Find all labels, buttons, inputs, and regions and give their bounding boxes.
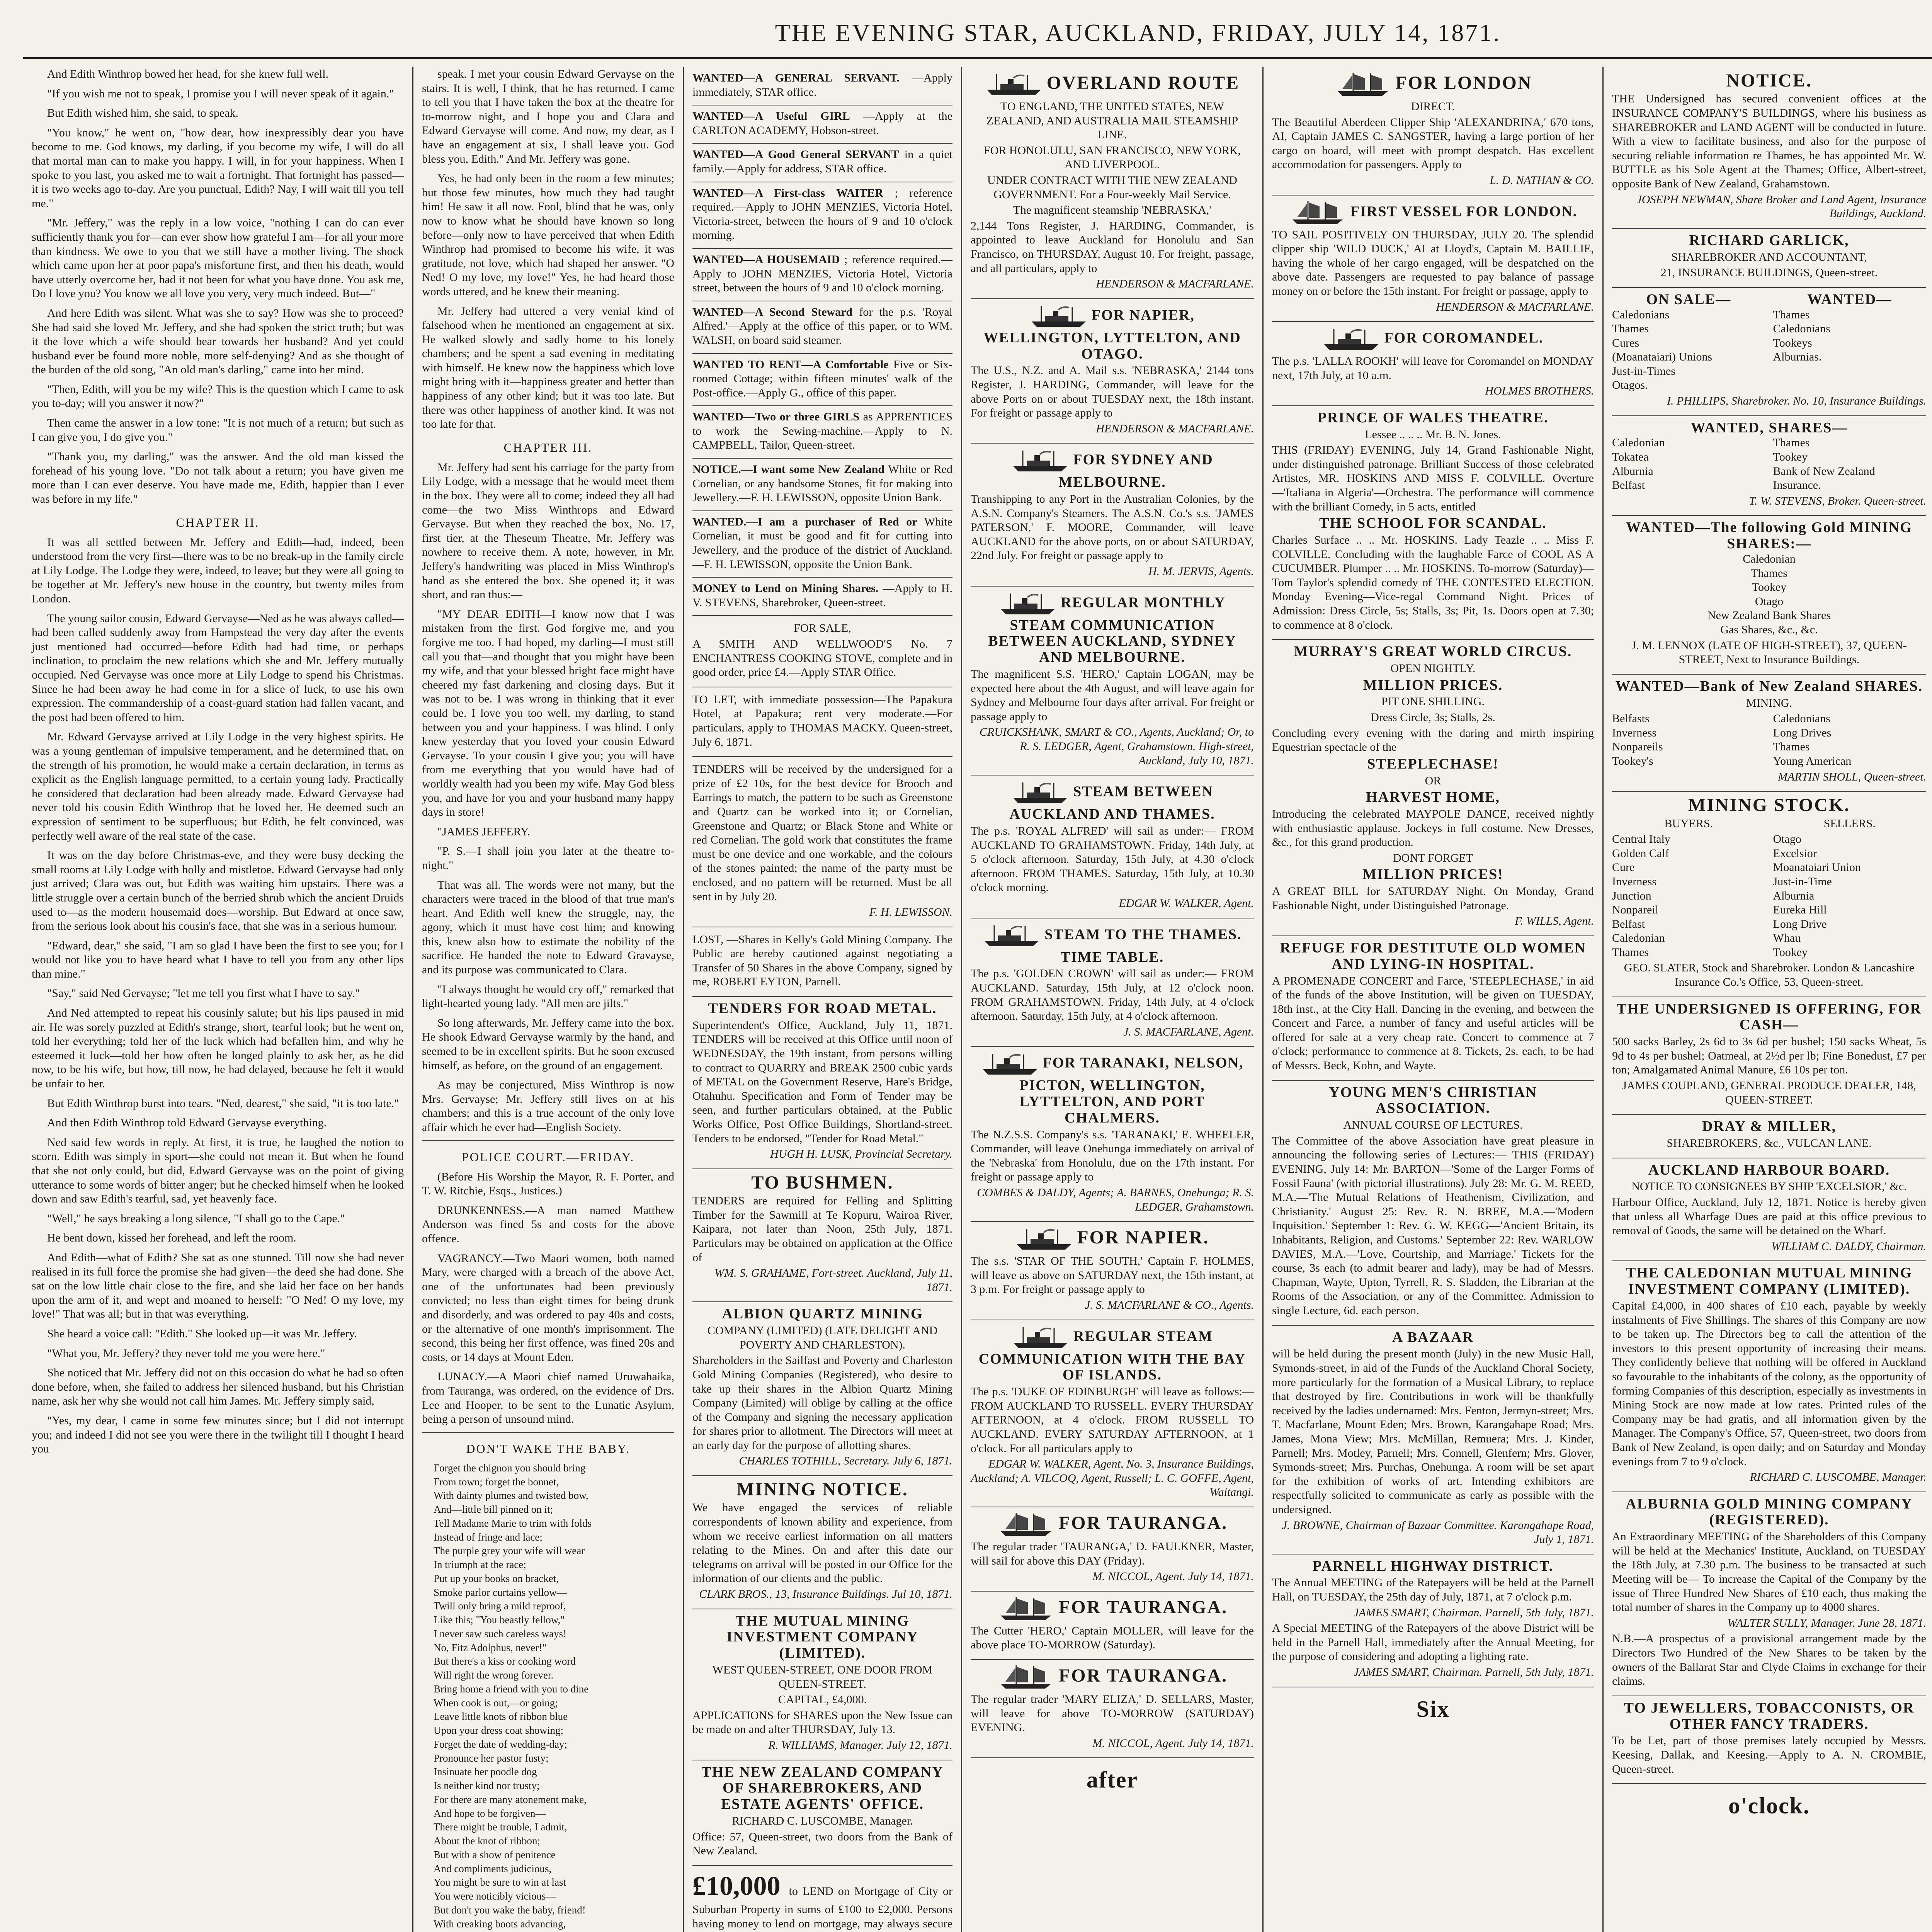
poem-line: But with a show of penitence: [434, 1849, 556, 1861]
list-item: Tookey's: [1612, 754, 1653, 767]
list-item: Golden Calf: [1612, 847, 1669, 860]
steamship-icon: [1015, 1226, 1073, 1253]
footer-word: o'clock.: [1728, 1793, 1810, 1819]
paragraph: And Edith Winthrop bowed her head, for she knew full well.: [47, 68, 329, 80]
footer-word: Six: [1416, 1696, 1450, 1722]
list-item: Thames: [1773, 740, 1810, 753]
list-item: Insurance.: [1773, 479, 1821, 492]
poem-line: Forget the date of wedding-day;: [434, 1738, 567, 1750]
divider: [422, 1432, 674, 1433]
mutual-mining-ad: THE MUTUAL MINING INVESTMENT COMPANY (LIMITED). WEST QUEEN-STREET, ONE DOOR FROM QUEEN-STREET. CAPITAL, £4,000. APPLICATIONS for SHARES upon the New Issue can be made on and after THURSDAY, July 13. R. WILLIAMS, Manager. July 12, 1871.: [692, 1609, 952, 1760]
sailing-ship-icon: [1289, 199, 1347, 226]
classified-ad-heading: MONEY to Lend on Mining Shares.: [692, 582, 879, 595]
classified-ad-body: —Apply immediately, STAR office.: [692, 71, 953, 99]
harbour-board-ad: AUCKLAND HARBOUR BOARD. NOTICE TO CONSIGNEES BY SHIP 'EXCELSIOR,' &c. Harbour Office, Auckland, July 12, 1871. Notice is hereby given that unless all Wharfage Dues are paid at this office previous to removal of Goods, the same will be detained on the Wharf. WILLIAM C. DALDY, Chairman.: [1612, 1158, 1926, 1262]
nz-company-ad: THE NEW ZEALAND COMPANY OF SHAREBROKERS, AND ESTATE AGENTS' OFFICE. RICHARD C. LUSCOMBE, Manager. Office: 57, Queen-street, two doors from the Bank of New Zealand.: [692, 1760, 952, 1866]
tauranga-ad-3: FOR TAURANGA. The regular trader 'MARY ELIZA,' D. SELLARS, Master, will leave for above TO-MORROW (SATURDAY) EVENING. M. NICCOL, Agent. July 14, 1871.: [971, 1660, 1254, 1758]
paragraph: DRUNKENNESS.—A man named Matthew Anderson was fined 5s and costs for the above offence.: [422, 1204, 674, 1245]
poem-line: But don't you wake the baby, friend!: [434, 1904, 586, 1916]
classified-ad-body: for the p.s. 'Royal Alfred.'—Apply at the office of this paper, or to WM. WALSH, on board said steamer.: [692, 305, 952, 347]
list-item: Otagos.: [1612, 379, 1648, 392]
masthead: THE EVENING STAR, AUCKLAND, FRIDAY, JULY 14, 1871.: [23, 15, 1932, 59]
mining-notice-ad: MINING NOTICE. We have engaged the services of reliable correspondents of known ability and experience, from whom we receive earliest information on all matters relating to the Mines. On and after this date our telegrams on arrival will be posted in our Office for the information of our clients and the public. CLARK BROS., 13, Insurance Buildings. Jul 10, 1871.: [692, 1476, 952, 1609]
paragraph: "JAMES JEFFERY.: [437, 825, 531, 838]
classified-ad-body: ; reference required.—Apply to JOHN MENZIES, Victoria Hotel, Victoria street, between the hours of 9 and 10 o'clock morning.: [692, 253, 952, 294]
phillips-ad: ON SALE— Caledonians Thames Cures (Moanataiari) Unions Just-in-Times Otagos. WANTED— Thames Caledonians Tookeys Alburnias. I. PHILLIPS, Sharebroker. No. 10, Insurance Buildings.: [1612, 288, 1926, 416]
classified-ad: [692, 459, 952, 511]
classified-ad-body: White Cornelian, it must be good and fit for cutting into Jewellery, and the produce of the district of Auckland.—F. H. LEWISSON, opposite the Union Bank.: [692, 515, 952, 571]
paragraph: "Thank you, my darling," was the answer. And the old man kissed the forehead of his young love. "Do not talk about a return; you have given me more than I can ever deserve. You have made me, Edith, happier than I ever was before in my life.": [32, 450, 404, 506]
paragraph: "What you, Mr. Jeffery? they never told me you were here.": [47, 1347, 325, 1360]
steamship-icon: [1030, 303, 1088, 330]
poem-line: Tell Madame Marie to trim with folds: [434, 1517, 592, 1529]
bushmen-ad: TO BUSHMEN. TENDERS are required for Felling and Splitting Timber for the Sawmill at Te Kopuru, Wairoa River, Kaipara, not later than Noon, 25th July, 1871. Particulars may be obtained on application at the Office of WM. S. GRAHAME, Fort-street. Auckland, July 11, 1871.: [692, 1169, 952, 1303]
poem-line: There might be trouble, I admit,: [434, 1821, 567, 1833]
poem-line: And compliments judicious,: [434, 1862, 552, 1874]
classified-ad-heading: WANTED—A HOUSEMAID: [692, 253, 840, 266]
classified-ad: [692, 144, 952, 182]
poem-line: I never saw such careless ways!: [434, 1628, 567, 1639]
list-item: Tookey: [1773, 946, 1808, 959]
story-text: [32, 67, 404, 507]
poem-line: Like this; "You beastly fellow,": [434, 1614, 565, 1626]
buyers-list: [1612, 832, 1765, 959]
sailing-ship-icon: [997, 1511, 1055, 1538]
classified-ad-body: in a quiet family.—Apply for address, STAR office.: [692, 148, 953, 175]
story-text-cont: [422, 67, 674, 432]
paragraph: And Ned attempted to repeat his cousinly salute; but his lips paused in mid air. He was sorely puzzled at Edith's strange, short, tearful look; but he went on, told her everything; told her of the luck which had befallen him, and why he esteemed it luck—told her how often he longed plainly to ask her, as he did now, to be his wife, but how, till now, he had delayed, because he felt it would be unfair to her.: [32, 1007, 404, 1090]
classified-ad-heading: NOTICE.—I want some New Zealand: [692, 463, 885, 476]
loan-amount: £10,000: [692, 1871, 781, 1901]
list-item: Caledonians: [1773, 322, 1830, 335]
column-6-sharebrokers: [1604, 67, 1932, 1932]
list-item: New Zealand Bank Shares: [1707, 609, 1831, 622]
paragraph: speak. I met your cousin Edward Gervayse on the stairs. It is well, I think, that he has returned. I came to tell you that I have taken the box at the theatre for to-morrow night, and I hope you and Clara and Edward Gervayse will come. And now, my dear, as I have an engagement at six, I shall leave you. God bless you, Edith." And Mr. Jeffery was gone.: [422, 68, 674, 165]
sellers-list: [1773, 832, 1927, 959]
poem-line: Instead of fringe and lace;: [434, 1531, 543, 1543]
dray-miller-ad: DRAY & MILLER, SHAREBROKERS, &c., VULCAN LANE.: [1612, 1115, 1926, 1158]
paragraph: Then came the answer in a low tone: "It is not much of a return; but such as I can give you, I do give you.": [32, 417, 404, 444]
wanted-ads: [692, 67, 952, 616]
poem-line: For there are many atonement make,: [434, 1793, 587, 1805]
paragraph: Yes, he had only been in the room a few minutes; but those few minutes, how much they had taught him! He saw it all now. Fool, blind that he was, only now to know what he should have known so long before—only now to have perceived that when Edith Winthrop had promised to become his wife, it was gratitude, not love, which had shaped her answer. "O Ned! O my love, my love!" Yes, he had heard those words uttered, and he knew their meaning.: [422, 172, 674, 298]
classified-ad-heading: WANTED—A First-class WAITER: [692, 186, 883, 199]
poem: [422, 1462, 674, 1932]
paragraph: "Mr. Jeffery," was the reply in a low voice, "nothing I can do can ever sufficiently thank you for—can ever show how grateful I am—for all your more than kindness. We owe to you that we still have a mother living. The shock which came upon her at poor papa's misfortune first, and then his death, would have utterly overcome her, had it not been for what you have done. You ask me, Do I love you? You know we all love you very, very much indeed. But—": [32, 216, 404, 300]
poem-line: When cook is out,—or going;: [434, 1697, 558, 1709]
alburnia-ad: ALBURNIA GOLD MINING COMPANY (REGISTERED). An Extraordinary MEETING of the Shareholders of this Company will be held at the Mechanics' Institute, Auckland, on TUESDAY the 18th July, at 7.30 p.m. The business to be transacted at such Meeting will be— To increase the Capital of the Company by the issue of Three Hundred New Shares of £10 each, thus making the total number of shares in the Company up to 4000 shares. WALTER SULLY, Manager. June 28, 1871. N.B.—A prospectus of a provisional arrangement made by the Directors Two Hundred of the New Shares to be taken by the owners of the Ballarat Star and Clyde Claims in exchange for their claims.: [1612, 1492, 1926, 1696]
steamship-icon: [981, 1051, 1039, 1078]
column-2-story: [413, 67, 684, 1932]
list-item: Caledonians: [1612, 308, 1670, 321]
classified-ad: [692, 249, 952, 301]
poem-line: The purple grey your wife will wear: [434, 1545, 585, 1557]
list-item: Inverness: [1612, 875, 1656, 888]
list-item: Bank of New Zealand: [1773, 464, 1875, 478]
paragraph: (Before His Worship the Mayor, R. F. Porter, and T. W. Ritchie, Esqs., Justices.): [422, 1170, 674, 1197]
classified-ad-heading: WANTED—A GENERAL SERVANT.: [692, 71, 900, 84]
steamship-icon: [1012, 1324, 1070, 1351]
list-item: Just-in-Times: [1612, 364, 1675, 378]
list-item: Tookeys: [1773, 336, 1812, 349]
steamship-icon: [985, 71, 1043, 98]
garlick-ad: RICHARD GARLICK, SHAREBROKER AND ACCOUNTANT, 21, INSURANCE BUILDINGS, Queen-street.: [1612, 229, 1926, 288]
classified-ad-heading: WANTED TO RENT—A Comfortable: [692, 358, 889, 371]
paragraph: "Say," said Ned Gervayse; "let me tell you first what I have to say.": [47, 987, 360, 1000]
column-1-story: [23, 67, 413, 1932]
list-item: Eureka Hill: [1773, 903, 1827, 917]
poem-line: From town; forget the bonnet,: [434, 1476, 559, 1488]
paragraph: It was on the day before Christmas-eve, and they were busy decking the small rooms at Lily Lodge with holly and mistletoe. Edward Gervayse had only just arrived; Clara was out, but Edith was waiting him upstairs. There was a little struggle over a certain bunch of the berried shrub which the ancient Druids used to—as the modern housemaid does—worship. But Edward at once saw, from the serious look about his cousin's face, that she was in a serious humour.: [32, 849, 404, 933]
classified-ad: [692, 67, 952, 105]
column-5-shipping-entertainment: [1264, 67, 1604, 1932]
list-item: Cure: [1612, 861, 1635, 874]
classified-ad-body: as APPRENTICES to work the Sewing-machine.—Apply to N. CAMPBELL, Tailor, Queen-street.: [692, 410, 952, 452]
poem-line: Twill only bring a mild reproof,: [434, 1600, 566, 1612]
classified-ad-body: —Apply at the CARLTON ACADEMY, Hobson-street.: [692, 110, 952, 137]
poem-line: Insinuate her poodle dog: [434, 1766, 537, 1778]
paragraph: And here Edith was silent. What was she to say? How was she to proceed? She had said she loved Mr. Jeffery, and she had spoken the strict truth; but was it the love which a wife should bear towards her husband? And yet could husband ever be found more noble, more self-denying? And as she thought of the burden of the old song, "An old man's darling," came into her mind.: [32, 306, 404, 376]
steamship-icon: [1011, 779, 1069, 806]
footer-word: after: [1086, 1767, 1138, 1793]
steamship-icon: [1322, 326, 1380, 353]
list-item: Caledonian: [1612, 436, 1665, 449]
sholl-ad: WANTED—Bank of New Zealand SHARES. MINING. Belfasts Inverness Nonpareils Tookey's Caledonians Long Drives Thames Young American MARTIN SHOLL, Queen-street.: [1612, 675, 1926, 792]
list-item: Cures: [1612, 336, 1639, 349]
list-item: Long Drive: [1773, 917, 1827, 930]
list-item: Tokatea: [1612, 451, 1649, 464]
list-item: Otago: [1773, 833, 1801, 846]
classified-ad-body: —Apply to H. V. STEVENS, Sharebroker, Queen-street.: [692, 582, 953, 609]
paragraph: The young sailor cousin, Edward Gervayse—Ned as he was always called—had been called suddenly away from Hampstead the very day after the events just mentioned had occurred—before Edith had had time, or perhaps inclination, to proclaim the new relations which she and Mr. Jeffery mutually occupied. Ned Gervayse was once more at Lily Lodge to spend his Christmas. Since he had been away he had come in for a slice of luck, to use his own expression. The commandership of a coast-guard station had fallen vacant, and the post had been offered to him.: [32, 612, 404, 724]
story-text-chapter-2: [32, 536, 404, 1456]
list-item: Junction: [1612, 889, 1651, 902]
list-item: Belfasts: [1612, 712, 1650, 725]
list-item: Belfast: [1612, 917, 1645, 930]
paragraph: "Edward, dear," she said, "I am so glad I have been the first to see you; for I would not like you to have heard what I have to tell you from any other lips than mine.": [32, 939, 404, 980]
for-sale-ad: FOR SALE, A SMITH AND WELLWOOD'S No. 7 ENCHANTRESS COOKING STOVE, complete and in good order, price £4.—Apply STAR Office.: [692, 616, 952, 687]
on-sale-list: [1612, 308, 1765, 393]
paragraph: "Well," he says breaking a long silence, "I shall go to the Cape.": [47, 1212, 345, 1225]
classified-ad: [692, 511, 952, 578]
london-direct-ad: FOR LONDON DIRECT. The Beautiful Aberdeen Clipper Ship 'ALEXANDRINA,' 670 tons, AI, Captain JAMES C. SANGSTER, having a large portion of her cargo on board, will meet with prompt despatch. Has excellent accommodation for passengers. Apply to L. D. NATHAN & CO.: [1272, 67, 1594, 196]
paragraph: "P. S.—I shall join you later at the theatre to-night.": [422, 845, 674, 872]
loan-ad: £10,000 to LEND on Mortgage of City or Suburban Property in sums of £100 to £2,000. Persons having money to lend on mortgage, may always secure: [692, 1866, 952, 1932]
shares-list-right: [1773, 712, 1927, 768]
sailing-ship-icon: [997, 1664, 1055, 1691]
paragraph: "Then, Edith, will you be my wife? This is the question which I came to ask you to-day; will you answer it now?": [32, 383, 404, 410]
paragraph: "MY DEAR EDITH—I know now that I was mistaken from the first. God forgive me, and you forgive me too. I had hoped, my darling—I must still call you that—and thought that you might have been my wife, and that your blessed bright face might have cheered my fast darkening and closing days. But it was not to be. I was wrong in thinking that it ever could be. I love you too well, my darling, to stand between you and your happiness. I was blind. I only knew yesterday that you loved your cousin Edward Gervayse. To your cousin I give you; you will have from me everything that you would have had of worldly wealth had you been my wife. May God bless you, and have for you and your husband many happy days in store!: [422, 607, 674, 819]
poem-line: With dainty plumes and twisted bow,: [434, 1490, 588, 1502]
shares-list-left: [1612, 712, 1765, 768]
list-item: Caledonian: [1612, 932, 1665, 945]
paragraph: Mr. Jeffery had uttered a very venial kind of falsehood when he mentioned an engagement at six. He walked slowly and sadly home to his lonely chambers; and he spent a sad evening in meditating with himself. He knew now the happiness which love might bring with it—happiness greater and better than happiness of any other kind; but it was too late. But there was other happiness of another kind. It was not too late for that.: [422, 304, 674, 431]
parnell-ad: PARNELL HIGHWAY DISTRICT. The Annual MEETING of the Ratepayers will be held at the Parnell Hall, on TUESDAY, the 25th day of July, 1871, at 7 o'clock p.m. JAMES SMART, Chairman. Parnell, 5th July, 1871. A Special MEETING of the Ratepayers of the above District will be held in the Parnell Hall, immediately after the Annual Meeting, for the purpose of considering and adopting a lighting rate. JAMES SMART, Chairman. Parnell, 5th July, 1871.: [1272, 1554, 1594, 1687]
columns: [23, 67, 1932, 1932]
classified-ad-heading: WANTED—Two or three GIRLS: [692, 410, 860, 423]
paragraph: VAGRANCY.—Two Maori women, both named Mary, were charged with a breach of the above Act, one of the unfortunates had been previously convicted; no less than eight times for being drunk and disorderly, and was ordered to pay 40s and costs, or the alternative of one month's imprisonment. The second, this being her first offence, was fined 20s and costs, or 14 days at Mount Eden.: [422, 1252, 674, 1364]
list-item: Long Drives: [1773, 726, 1832, 739]
napier-wellington-ad: FOR NAPIER, WELLINGTON, LYTTELTON, AND OTAGO. The U.S., N.Z. and A. Mail s.s. 'NEBRASKA,' 2144 tons Register, J. HARDING, Commander, will leave for the above Ports on or about TUESDAY next, the 18th instant. For freight or passage apply to HENDERSON & MACFARLANE.: [971, 299, 1254, 444]
poem-line: With creaking boots advancing,: [434, 1918, 566, 1930]
caledonian-ad: THE CALEDONIAN MUTUAL MINING INVESTMENT COMPANY (LIMITED). Capital £4,000, in 400 shares of £10 each, payable by weekly instalments of Five Shillings. The shares of this Company are now to be taken up. The Directors beg to call the attention of the investors to this present opportunity of increasing their means. They confidently believe that nothing will be offered in Auckland so favourable to the inhabitants of the colony, as the opportunity of forming Companies of this description, especially as investments in Mining Stock are now made at low rates. Printed rules of the Company may be had gratis, and all information given by the Manager. The Company's Office, 57, Queen-street, two doors from Bank of New Zealand, is open daily; and on Saturday and Monday evenings from 7 to 9 o'clock. RICHARD C. LUSCOMBE, Manager.: [1612, 1261, 1926, 1492]
paragraph: He bent down, kissed her forehead, and left the room.: [47, 1231, 296, 1245]
notice-ad: NOTICE. THE Undersigned has secured convenient offices at the INSURANCE COMPANY'S BUILDINGS, where his business as SHAREBROKER and LAND AGENT will be conducted in future. With a view to facilitate business, and also for the purpose of securing reliable information re Thames, he has appointed Mr. W. BUTTLE as his Sole Agent at the Thames; Office, Albert-street, opposite Bank of New Zealand, Grahamstown. JOSEPH NEWMAN, Share Broker and Land Agent, Insurance Buildings, Auckland.: [1612, 67, 1926, 229]
list-item: Young American: [1773, 754, 1852, 767]
classified-ad-heading: WANTED—A Good General SERVANT: [692, 148, 899, 161]
list-item: Caledonian: [1743, 553, 1796, 566]
classified-ad-body: ; reference required.—Apply to JOHN MENZIES, Victoria Hotel, Victoria-street, between the hours of 9 and 10 o'clock morning.: [692, 186, 952, 242]
divider: [422, 1140, 674, 1141]
list-item: Tookey: [1773, 451, 1808, 464]
regular-monthly-ad: REGULAR MONTHLY STEAM COMMUNICATION BETWEEN AUCKLAND, SYDNEY AND MELBOURNE. The magnificent S.S. 'HERO,' Captain LOGAN, may be expected here about the 4th August, and will leave again for Sydney and Melbourne four days after arrival. For freight or passage apply to CRUICKSHANK, SMART & CO., Agents, Auckland; Or, to R. S. LEDGER, Agent, Grahamstown. High-street, Auckland, July 10, 1871.: [971, 587, 1254, 776]
list-item: Alburnias.: [1773, 350, 1822, 364]
classified-ad-body: Five or Six-roomed Cottage; within fifteen minutes' walk of the Post-office.—Apply G., office of this paper.: [692, 358, 952, 399]
paragraph: As may be conjectured, Miss Winthrop is now Mrs. Gervayse; Mr. Jeffery still lives on at his chambers; and this is a true account of the only love affair which he ever had—English Society.: [422, 1078, 674, 1134]
list-item: Excelsior: [1773, 847, 1817, 860]
list-item: Caledonians: [1773, 712, 1830, 725]
list-item: Alburnia: [1773, 889, 1815, 902]
classified-ad: [692, 406, 952, 459]
list-item: Thames: [1612, 946, 1649, 959]
refuge-ad: REFUGE FOR DESTITUTE OLD WOMEN AND LYING-IN HOSPITAL. A PROMENADE CONCERT and Farce, 'STEEPLECHASE,' in aid of the funds of the above Institution, will be given on TUESDAY, 18th inst., at the City Hall. Dancing in the evening, and between the Concert and Farce, a number of fancy and useful articles will be offered for sale at a very cheap rate. Concert to commence at 7 o'clock; performance to commence at 8. Tickets, 2s. each, to be had of Messrs. Beck, Kohn, and Wayte.: [1272, 936, 1594, 1081]
paragraph: Mr. Jeffery had sent his carriage for the party from Lily Lodge, with a message that he would meet them in the box. They were all to come; indeed they all had come—the two Miss Winthrops and Edward Gervayse. But when they reached the box, No. 17, first tier, at the Theseum Theatre, Mr. Jeffery was nowhere to receive them. A note, however, in Mr. Jeffery's handwriting was placed in Miss Winthrop's hand as she entered the box. She opened it; it was short, and ran thus:—: [422, 461, 674, 601]
list-item: Thames: [1773, 308, 1810, 321]
lost-ad: LOST, —Shares in Kelly's Gold Mining Company. The Public are hereby cautioned against negotiating a Transfer of 50 Shares in the above Company, signed by me, ROBERT EYTON, Parnell.: [692, 927, 952, 997]
police-court-text: [422, 1170, 674, 1427]
coupland-ad: THE UNDERSIGNED IS OFFERING, FOR CASH— 500 sacks Barley, 2s 6d to 3s 6d per bushel; 150 sacks Wheat, 5s 9d to 4s per bushel; Oatmeal, at 2½d per lb; Fine Bonedust, £7 per ton; Amalgamated Animal Manure, £6 10s per ton. JAMES COUPLAND, GENERAL PRODUCE DEALER, 148, QUEEN-STREET.: [1612, 997, 1926, 1115]
list-item: Central Italy: [1612, 833, 1670, 846]
list-item: Nonpareils: [1612, 740, 1663, 753]
chapter-heading: CHAPTER III.: [503, 440, 593, 454]
list-item: Alburnia: [1612, 464, 1653, 478]
poem-title: DON'T WAKE THE BABY.: [466, 1441, 630, 1456]
poem-line: Upon your dress coat showing;: [434, 1725, 563, 1736]
poem-line: Bring home a friend with you to dine: [434, 1683, 589, 1695]
poem-line: Will right the wrong forever.: [434, 1669, 554, 1681]
paragraph: And then Edith Winthrop told Edward Gervayse everything.: [47, 1116, 327, 1129]
paragraph: LUNACY.—A Maori chief named Uruwahaika, from Tauranga, was ordered, on the evidence of Drs. Lee and Hooper, to be sent to the Lunatic Asylum, being a person of unsound mind.: [422, 1370, 674, 1426]
poem-line: No, Fitz Adolphus, never!": [434, 1641, 547, 1653]
paragraph: It was all settled between Mr. Jeffery and Edith—had, indeed, been understood from the very first—there was to be no break-up in the family circle at Lily Lodge. The Lodge they were, indeed, to leave; but they were all going to be together at Mr. Jeffery's new house in the country, but twenty miles from London.: [32, 536, 404, 605]
classified-ad-heading: WANTED—A Second Steward: [692, 305, 853, 318]
steamship-icon: [983, 922, 1041, 949]
list-item: Nonpareil: [1612, 903, 1658, 917]
paragraph: "Yes, my dear, I came in some few minutes since; but I did not interrupt you; and indeed I did not see you were there in the twilight till I thought I heard you: [32, 1414, 404, 1456]
paragraph: That was all. The words were not many, but the characters were traced in the blood of that true man's heart. And Edith well knew the struggle, nay, the agony, which it must have cost him; and knowing this, knew also how to estimate the nobility of the sacrifice. He handed the note to Edward Gravayse, and its purpose was communicated to Clara.: [422, 878, 674, 976]
bay-of-islands-ad: REGULAR STEAM COMMUNICATION WITH THE BAY OF ISLANDS. The p.s. 'DUKE OF EDINBURGH' will leave as follows:— FROM AUCKLAND TO RUSSELL. EVERY THURSDAY AFTERNOON, at 4 o'clock. FROM RUSSELL TO AUCKLAND. EVERY SATURDAY AFTERNOON, at 1 o'clock. For all particulars apply to EDGAR W. WALKER, Agent, No. 3, Insurance Buildings, Auckland; A. VILCOQ, Agent, Russell; L. C. GOFFE, Agent, Waitangi.: [971, 1320, 1254, 1507]
chapter-heading: CHAPTER II.: [176, 515, 260, 529]
lennox-ad: WANTED—The following Gold MINING SHARES:— Caledonian Thames Tookey Otago New Zealand Bank Shares Gas Shares, &c., &c. J. M. LENNOX (LATE OF HIGH-STREET), 37, QUEEN-STREET, Next to Insurance Buildings.: [1612, 516, 1926, 674]
poem-line: You might be sure to win at last: [434, 1876, 566, 1888]
taranaki-ad: FOR TARANAKI, NELSON, PICTON, WELLINGTON, LYTTELTON, AND PORT CHALMERS. The N.Z.S.S. Company's s.s. 'TARANAKI,' E. WHEELER, Commander, will leave Onehunga immediately on arrival of the 'Nebraska' from Honolulu, due on the 17th instant. For freight or passage apply to COMBES & DALDY, Agents; A. BARNES, Onehunga; R. S. LEDGER, Grahamstown.: [971, 1047, 1254, 1222]
list-item: Belfast: [1612, 479, 1645, 492]
bazaar-ad: A BAZAAR will be held during the present month (July) in the new Music Hall, Symonds-street, in aid of the Funds of the Auckland Choral Society, more particularly for the formation of a Musical Library, to replace that destroyed by fire. Contributions in work will be thankfully received by the ladies undernamed: Mrs. Fenton, Jermyn-street; Mrs. T. Macfarlane, Mount Eden; Mrs. Brown, Karangahape Road; Mrs. James, Mona View; Mrs. McMillan, Remuera; Mrs. J. Kinder, Parnell; Mrs. Motley, Parnell; Mrs. Connell, Glenfern; Mrs. Glover, Symonds-street; Mrs. Purchas, Onehunga. A room will be set apart for the exhibition of works of art. Intending exhibitors are respectfully solicited to communicate as early as possible with the undersigned. J. BROWNE, Chairman of Bazaar Committee. Karangahape Road, July 1, 1871.: [1272, 1326, 1594, 1554]
classified-ad-body: White or Red Cornelian, or any handsome Stones, fit for making into Jewellery.—F. H. LEWISSON, opposite Union Bank.: [692, 463, 953, 504]
shares-list-right: [1773, 436, 1927, 492]
tauranga-ad-2: FOR TAURANGA. The Cutter 'HERO,' Captain MOLLER, will leave for the above place TO-MORROW (Saturday).: [971, 1592, 1254, 1660]
poem-line: Leave little knots of ribbon blue: [434, 1711, 568, 1723]
paragraph: "If you wish me not to speak, I promise you I will never speak of it again.": [47, 87, 394, 100]
sailing-ship-icon: [997, 1595, 1055, 1622]
paragraph: "I always thought he would cry off," remarked that light-hearted young lady. "All men are jilts.": [422, 983, 674, 1010]
paragraph: Ned said few words in reply. At first, it is true, he laughed the notion to scorn. Edith was simply in sport—she could not mean it. But when he found that she not only could, but did, Edward Gervayse was on the point of giving utterance to some words of bitter anger; but he checked himself when he looked down and saw Edith's tearful, sad, yet heavenly face.: [32, 1136, 404, 1206]
poem-line: You were noticibly vicious—: [434, 1890, 556, 1902]
stevens-ad: WANTED, SHARES— Caledonian Tokatea Alburnia Belfast Thames Tookey Bank of New Zealand Insurance. T. W. STEVENS, Broker. Queen-street.: [1612, 416, 1926, 516]
poem-line: And—little bill pinned on it;: [434, 1503, 553, 1515]
thames-steam-ad: STEAM BETWEEN AUCKLAND AND THAMES. The p.s. 'ROYAL ALFRED' will sail as under:— FROM AUCKLAND TO GRAHAMSTOWN. Friday, 14th July, at 5 o'clock afternoon. Saturday, 15th July, at 4.30 o'clock afternoon. FROM THAMES. Saturday, 15th July, at 10.30 o'clock morning. EDGAR W. WALKER, Agent.: [971, 776, 1254, 918]
list-item: Otago: [1755, 595, 1784, 608]
poem-line: But there's a kiss or cooking word: [434, 1655, 576, 1667]
classified-ad: [692, 578, 952, 616]
sailing-ship-icon: [1334, 71, 1392, 98]
poem-line: Pronounce her pastor fusty;: [434, 1752, 549, 1764]
paragraph: But Edith wished him, she said, to speak.: [47, 107, 238, 120]
paragraph: And Edith—what of Edith? She sat as one stunned. Till now she had never realised in its full force the promise she had given—the deed she had done. She sat on the low little chair close to the fire, and she laid her face on her hands upon the arm of it, and wept and moaned to herself: "O Ned! O my love, my love!" That was all; but in that was everything.: [32, 1251, 404, 1321]
poem-line: And hope to be forgiven—: [434, 1807, 546, 1819]
list-item: Thames: [1773, 436, 1810, 449]
wanted-list: [1773, 308, 1927, 364]
tauranga-ad-1: FOR TAURANGA. The regular trader 'TAURANGA,' D. FAULKNER, Master, will sail for above this DAY (Friday). M. NICCOL, Agent. July 14, 1871.: [971, 1507, 1254, 1592]
police-court-title: POLICE COURT.—FRIDAY.: [461, 1150, 635, 1164]
paragraph: "You know," he went on, "how dear, how inexpressibly dear you have become to me. God knows, my darling, if you become my wife, I will do all that mortal man can to make you happy. I will, in for your happiness. When I spoke to you last, you asked me to wait a fortnight. That fortnight has passed—it is two weeks ago to-day. Are you punctual, Edith? Nay, I will wait till you tell me.": [32, 126, 404, 210]
first-vessel-ad: FIRST VESSEL FOR LONDON. TO SAIL POSITIVELY ON THURSDAY, JULY 20. The splendid clipper ship 'WILD DUCK,' AI at Lloyd's, Captain M. BAILLIE, having the whole of her cargo engaged, will be despatched on the above date. Passengers are requested to pay balance of passage money on or before the 15th instant. For freight or passage, apply to HENDERSON & MACFARLANE.: [1272, 196, 1594, 322]
poem-line: Put up your books on bracket,: [434, 1572, 559, 1584]
albion-ad: ALBION QUARTZ MINING COMPANY (LIMITED) (LATE DELIGHT AND POVERTY AND CHARLESTON). Shareholders in the Sailfast and Poverty and Charleston Gold Mining Companies (Registered), who desire to take up their shares in the Albion Quartz Mining Company (Limited) will oblige by calling at the office of the Company and signing the necessary application for shares prior to allotment. The Directors will meet at an early day for the purpose of allotting shares. CHARLES TOTHILL, Secretary. July 6, 1871.: [692, 1302, 952, 1476]
list-item: Moanataiari Union: [1773, 861, 1861, 874]
list-item: Just-in-Time: [1773, 875, 1832, 888]
list-item: Thames: [1612, 322, 1649, 335]
classified-ad: [692, 105, 952, 144]
paragraph: She heard a voice call: "Edith." She looked up—it was Mr. Jeffery.: [47, 1327, 357, 1340]
circus-ad: MURRAY'S GREAT WORLD CIRCUS. OPEN NIGHTLY. MILLION PRICES. PIT ONE SHILLING. Dress Circle, 3s; Stalls, 2s. Concluding every evening with the daring and mirth inspiring Equestrian spectacle of the STEEPLECHASE! OR HARVEST HOME, Introducing the celebrated MAYPOLE DANCE, received nightly with enthusiastic applause. Jockeys in full costume. New Dresses, &c., for this grand production. DONT FORGET MILLION PRICES! A GREAT BILL for SATURDAY Night. On Monday, Grand Fashionable Night, under Distinguished Patronage. F. WILLS, Agent.: [1272, 640, 1594, 936]
coromandel-ad: FOR COROMANDEL. The p.s. 'LALLA ROOKH' will leave for Coromandel on MONDAY next, 17th July, at 10 a.m. HOLMES BROTHERS.: [1272, 322, 1594, 406]
column-4-shipping: [962, 67, 1264, 1932]
ymca-ad: YOUNG MEN'S CHRISTIAN ASSOCIATION. ANNUAL COURSE OF LECTURES. The Committee of the above Association have great pleasure in announcing the following series of Lectures:— THIS (FRIDAY) EVENING, July 14: Mr. BARTON—'Some of the Larger Forms of Fossil Fauna' (with pictorial illustrations). July 28: Mr. G. M. REED, M.A.—'The Mutual Relations of Heathenism, Civilization, and Christianity.' August 25: Rev. R. N. BREE, M.A.—'Modern Inquisition.' September 1: Rev. G. W. KEGG—'Ancient Britain, its Inhabitants, Religion, and Customs.' September 22: Rev. WARLOW DAVIES, M.A.—'Love, Courtship, and Marriage.' Tickets for the course, 3s each (to admit bearer and lady), may be had of Messrs. Chapman, Wayte, Upton, Tyrrell, R. S. Sladden, the Librarian at the Rooms of the Association, or any of the Committee. Admission to single Lecture, 6d. each person.: [1272, 1081, 1594, 1326]
classified-ad-heading: WANTED—A Useful GIRL: [692, 110, 850, 123]
napier-ad: FOR NAPIER. The s.s. 'STAR OF THE SOUTH,' Captain F. HOLMES, will leave as above on SATURDAY next, the 15th instant, at 3 p.m. For freight or passage apply to J. S. MACFARLANE & CO., Agents.: [971, 1222, 1254, 1320]
list-item: Gas Shares, &c., &c.: [1720, 623, 1818, 636]
poem-line: Is neither kind nor trusty;: [434, 1780, 540, 1791]
list-item: Tookey: [1752, 581, 1787, 594]
paragraph: But Edith Winthrop burst into tears. "Ned, dearest," she said, "it is too late.": [47, 1097, 399, 1110]
list-item: Whau: [1773, 932, 1801, 945]
classified-ad: [692, 182, 952, 249]
overland-route-ad: OVERLAND ROUTE TO ENGLAND, THE UNITED STATES, NEW ZEALAND, AND AUSTRALIA MAIL STEAMSHIP LINE. FOR HONOLULU, SAN FRANCISCO, NEW YORK, AND LIVERPOOL. UNDER CONTRACT WITH THE NEW ZEALAND GOVERNMENT. For a Four-weekly Mail Service. The magnificent steamship 'NEBRASKA,' 2,144 Tons Register, J. HARDING, Commander, is appointed to leave Auckland for Honolulu and San Francisco, on THURSDAY, August 10. For freight, passage, and all particulars, apply to HENDERSON & MACFARLANE.: [971, 67, 1254, 299]
steamship-icon: [1011, 447, 1069, 474]
tenders-ad: TENDERS will be received by the undersigned for a prize of £2 10s, for the best device for Brooch and Earrings to match, the pattern to be such as Greenstone and Quartz can be worked into it; or Cornelian, Greenstone and Quartz; or Black Stone and White or red Cornelian. The gold work that constitutes the frame must be one device and one workable, and the colours of the stones painted; the name of the party must be enclosed, and no pattern will be returned. Must be all sent in by July 20. F. H. LEWISSON.: [692, 757, 952, 927]
road-metal-ad: TENDERS FOR ROAD METAL. Superintendent's Office, Auckland, July 11, 1871. TENDERS will be received at this Office until noon of WEDNESDAY, the 19th instant, from persons willing to contract to QUARRY and BREAK 2500 cubic yards of METAL on the Government Reserve, Hare's Bridge, Otahuhu. Specification and Form of Tender may be seen, and further particulars obtained, at the Public Works Office, Post Office Buildings, Shortland-street. Tenders to be endorsed, "Tender for Road Metal." HUGH H. LUSK, Provincial Secretary.: [692, 997, 952, 1169]
list-item: Thames: [1751, 566, 1787, 580]
poem-line: Forget the chignon you should bring: [434, 1462, 586, 1474]
jewellers-ad: TO JEWELLERS, TOBACCONISTS, OR OTHER FANCY TRADERS. To be Let, part of those premises lately occupied by Messrs. Keesing, Dallak, and Keesing.—Apply to A. N. CROMBIE, Queen-street.: [1612, 1696, 1926, 1784]
theatre-ad: PRINCE OF WALES THEATRE. Lessee .. .. .. Mr. B. N. Jones. THIS (FRIDAY) EVENING, July 14, Grand Fashionable Night, under distinguished patronage. Brilliant Success of those celebrated Artistes, MR. HOSKINS AND MISS F. COLVILLE. Overture—'Italiana in Algeria'—Orchestra. The performance will commence with the brilliant Comedy, in 5 acts, entitled THE SCHOOL FOR SCANDAL. Charles Surface .. .. Mr. HOSKINS. Lady Teazle .. .. Miss F. COLVILLE. Concluding with the laughable Farce of COOL AS A CUCUMBER. Plumper .. .. Mr. HOSKINS. To-morrow (Saturday)—Tom Taylor's splendid comedy of THE CONTESTED ELECTION. Monday Evening—Vice-regal Command Night. Prices of Admission: Dress Circle, 5s; Stalls, 3s; Pit, 1s. Doors open at 7.30; to commence at 8 o'clock.: [1272, 406, 1594, 640]
shares-list: [1612, 552, 1926, 637]
to-let-ad: TO LET, with immediate possession—The Papakura Hotel, at Papakura; rent very moderate.—For particulars, apply to THOMAS MACKY. Queen-street, July 6, 1871.: [692, 687, 952, 757]
steamship-icon: [999, 590, 1057, 617]
poem-line: In triumph at the race;: [434, 1559, 526, 1570]
poem-line: Smoke parlor curtains yellow—: [434, 1586, 567, 1598]
classified-ad: [692, 354, 952, 406]
classified-ad: [692, 301, 952, 354]
slater-mining-stock-ad: MINING STOCK. BUYERS. Central Italy Golden Calf Cure Inverness Junction Nonpareil Belfast Caledonian Thames SELLERS. Otago Excelsior Moanataiari Union Just-in-Time Alburnia Eureka Hill Long Drive Whau Tookey GEO. SLATER, Stock and Sharebroker. London & Lancashire Insurance Co.'s Office, 53, Queen-street.: [1612, 792, 1926, 997]
sydney-melbourne-ad: FOR SYDNEY AND MELBOURNE. Transhipping to any Port in the Australian Colonies, by the A.S.N. Company's Steamers. The A.S.N. Co.'s s.s. 'JAMES PATERSON,' F. MOORE, Commander, will leave AUCKLAND for the above ports, on or about SATURDAY, 22nd July. For freight or passage apply to H. M. JERVIS, Agents.: [971, 444, 1254, 586]
shares-list-left: [1612, 436, 1765, 492]
poem-line: About the knot of ribbon;: [434, 1835, 540, 1847]
list-item: Inverness: [1612, 726, 1656, 739]
paragraph: So long afterwards, Mr. Jeffery came into the box. He shook Edward Gervayse warmly by the hand, and seemed to be in excellent spirits. But he soon excused himself, as before, on the ground of an engagement.: [422, 1016, 674, 1072]
classified-ad-heading: WANTED.—I am a purchaser of Red or: [692, 515, 917, 528]
list-item: (Moanataiari) Unions: [1612, 350, 1713, 364]
thames-timetable-ad: STEAM TO THE THAMES. TIME TABLE. The p.s. 'GOLDEN CROWN' will sail as under:— FROM AUCKLAND. Saturday, 15th July, at 12 o'clock noon. FROM GRAHAMSTOWN. Friday, 14th July, at 4 o'clock afternoon. Saturday, 15th July, at 4 o'clock afternoon. J. S. MACFARLANE, Agent.: [971, 918, 1254, 1047]
story-text-chapter-3: [422, 461, 674, 1135]
column-3-classifieds: [684, 67, 962, 1932]
paragraph: She noticed that Mr. Jeffery did not on this occasion do what he had so often done before, when, she failed to address her silenced husband, but his Christian name, ask her why she would not call him James. Mr. Jeffery simply said,: [32, 1366, 404, 1408]
paragraph: Mr. Edward Gervayse arrived at Lily Lodge in the very highest spirits. He was a young gentleman of impulsive temperament, and he determined that, on the strength of his promotion, he would make a certain declaration, in terms as explicit as the English language permitted, to a certain young lady. Practically he considered that declaration had been already made. Edward Gervayse had never told his cousin Edith Winthrop that he loved her. He deemed such an expression of sentiment to be superfluous; but Edith, he felt convinced, was perfectly well aware of the real state of the case.: [32, 730, 404, 842]
